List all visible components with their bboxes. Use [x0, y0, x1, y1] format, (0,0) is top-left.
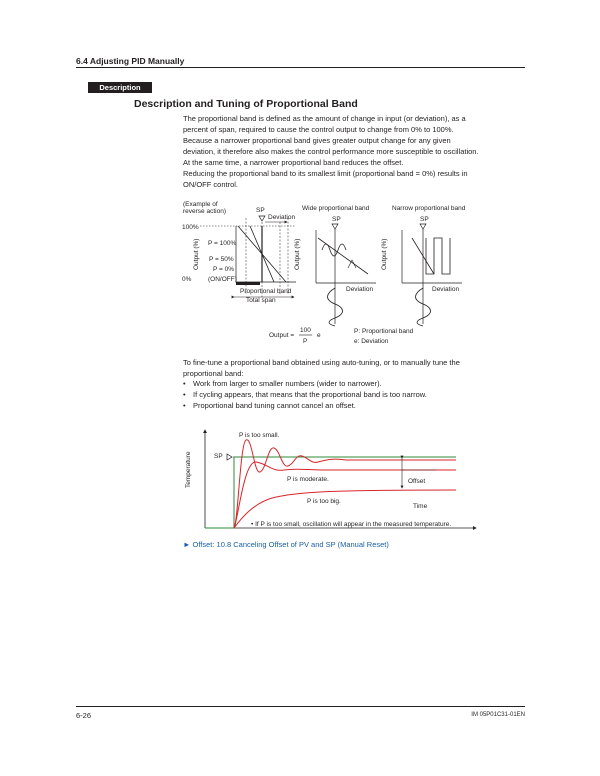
wide-band-line	[318, 238, 368, 274]
temperature-response-diagram	[176, 424, 486, 532]
narrow-oscillation	[426, 238, 450, 274]
formula-numerator: 100	[300, 327, 311, 334]
section-header: 6.4 Adjusting PID Manually	[76, 56, 185, 66]
note-text: • If P is too small, oscillation will appear in the measured temperature.	[251, 521, 452, 528]
legend-p: P: Proportional band	[354, 328, 414, 335]
formula-e: e	[317, 332, 321, 339]
para-line: deviation, it therefore also makes the control performance more susceptible to oscillation.	[183, 147, 479, 156]
offset-label: Offset	[408, 478, 426, 485]
wide-band-title: Wide proportional band	[302, 205, 370, 212]
paragraph-definition	[183, 113, 513, 135]
p-big-label: P is too big.	[307, 498, 341, 505]
para-line: ON/OFF control.	[183, 180, 239, 189]
p-label: P = 0%	[213, 266, 235, 273]
section-heading: Description and Tuning of Proportional Band	[134, 98, 358, 110]
sp-marker-icon	[259, 216, 265, 221]
page-number: 6-26	[76, 711, 92, 720]
sp-label: SP	[256, 207, 265, 214]
example-label: reverse action)	[183, 208, 226, 215]
output-axis-label: Output (%)	[193, 238, 200, 270]
paragraph-onoff	[183, 168, 513, 190]
offset-link[interactable]: ► Offset: 10.8 Canceling Offset of PV and SP (Manual Reset)	[183, 540, 389, 549]
deviation-label: Deviation	[432, 286, 460, 293]
output-axis-label: Output (%)	[294, 238, 301, 270]
example-label: (Example of	[183, 201, 218, 208]
para-line: At the same time, a narrower proportional band reduces the offset.	[183, 158, 404, 167]
para-line: Reducing the proportional band to its smallest limit (proportional band = 0%) results in	[183, 169, 468, 178]
deviation-label: Deviation	[268, 214, 296, 221]
y-axis-label: Temperature	[185, 451, 192, 488]
time-label: Time	[413, 503, 428, 510]
para-line: Because a narrower proportional band gives greater output change for any given	[183, 136, 451, 145]
y-bottom-label: 0%	[182, 276, 192, 283]
list-item: • If cycling appears, that means that the proportional band is too narrow.	[183, 389, 513, 400]
list-item: • Proportional band tuning cannot cancel an offset.	[183, 400, 513, 411]
tuning-intro	[183, 357, 513, 379]
list-item: • Work from larger to smaller numbers (wider to narrower).	[183, 378, 513, 389]
p-small-label: P is too small.	[239, 432, 280, 439]
legend-e: e: Deviation	[354, 338, 389, 345]
para-line: proportional band:	[183, 369, 244, 378]
p-moderate-curve	[234, 462, 456, 528]
header-rule	[76, 67, 525, 68]
tuning-bullets	[183, 378, 513, 411]
output-axis-label: Output (%)	[381, 238, 388, 270]
para-line: The proportional band is defined as the amount of change in input (or deviation), as a	[183, 114, 466, 123]
footer-rule	[76, 706, 525, 707]
sp-label: SP	[420, 216, 429, 223]
sp-label: SP	[214, 453, 223, 460]
p-label: (ON/OFF)	[208, 276, 237, 283]
p-moderate-label: P is moderate.	[287, 476, 329, 483]
p-label: P = 50%	[209, 256, 234, 263]
document-id: IM 05P01C31-01EN	[471, 712, 525, 718]
proportional-band-label: Proportional band	[240, 288, 292, 295]
formula-prefix: Output =	[269, 332, 295, 339]
paragraph-narrow-band	[183, 135, 513, 168]
formula-denominator: P	[303, 338, 308, 345]
deviation-label: Deviation	[346, 286, 374, 293]
description-tab: Description	[88, 82, 152, 93]
sp-marker-icon	[227, 454, 232, 460]
sp-label: SP	[332, 216, 341, 223]
y-top-label: 100%	[182, 224, 199, 231]
p-label: P = 100%	[208, 240, 237, 247]
proportional-band-diagram	[176, 198, 496, 350]
para-line: percent of span, required to cause the control output to change from 0% to 100%.	[183, 125, 454, 134]
para-line: To fine-tune a proportional band obtained using auto-tuning, or to manually tune the	[183, 358, 460, 367]
narrow-band-title: Narrow proportional band	[392, 205, 466, 212]
total-span-label: Total span	[246, 297, 276, 304]
